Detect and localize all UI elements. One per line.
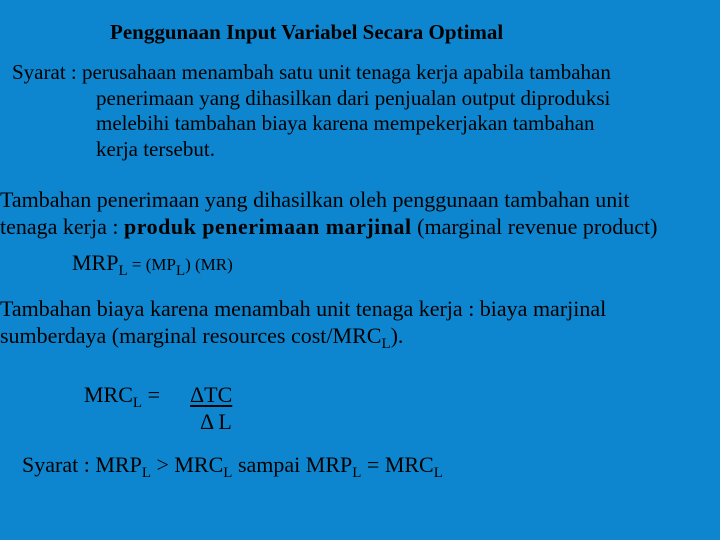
- final-mrp-2-subscript: L: [352, 464, 362, 481]
- final-mrc: MRC: [174, 452, 224, 477]
- mrc-subscript: L: [132, 394, 143, 411]
- final-mrc-subscript: L: [223, 464, 233, 481]
- mrc-definition-line: Tambahan biaya karena menambah unit tenaga kerja : biaya marjinal: [0, 296, 607, 321]
- mrp-definition-term: produk penerimaan marjinal: [124, 214, 412, 239]
- equals-sign: =: [142, 382, 160, 407]
- final-condition: [22, 452, 443, 481]
- mp-subscript: L: [175, 262, 186, 279]
- syarat-paragraph: [12, 60, 611, 162]
- mrc-definition-line: [0, 322, 606, 352]
- mrp-definition-line: Tambahan penerimaan yang dihasilkan oleh penggunaan tambahan unit: [0, 187, 630, 212]
- mrc-formula-lhs: [84, 382, 160, 411]
- mrp-definition-prefix: tenaga kerja :: [0, 214, 124, 239]
- mrc-definition-subscript: L: [381, 335, 391, 352]
- mrp-formula: [72, 250, 233, 279]
- syarat-line: melebihi tambahan biaya karena mempekerjakan tambahan: [96, 111, 595, 135]
- slide-title: Penggunaan Input Variabel Secara Optimal: [110, 20, 504, 44]
- fraction-denominator: Δ L: [200, 409, 232, 434]
- mrp-definition-suffix: (marginal revenue product): [411, 214, 658, 239]
- final-mrc-2: MRC: [384, 452, 434, 477]
- syarat-line: penerimaan yang dihasilkan dari penjualan output diproduksi: [96, 85, 611, 110]
- equals-sign: =: [127, 255, 146, 274]
- mrc-symbol: MRC: [84, 382, 133, 407]
- final-mrc-2-subscript: L: [433, 464, 443, 481]
- mrp-definition-line: [0, 213, 657, 240]
- final-mrp: MRP: [95, 452, 142, 477]
- mrc-definition-prefix: sumberdaya (marginal resources cost/MRC: [0, 323, 382, 348]
- final-middle-text: sampai: [232, 452, 306, 477]
- final-mrp-2: MRP: [305, 452, 353, 477]
- mp-term-open: (MP: [145, 255, 176, 274]
- final-equals-sign: =: [361, 452, 385, 477]
- mrp-subscript: L: [118, 262, 128, 279]
- final-mrp-subscript: L: [141, 464, 151, 481]
- mr-term: (MR): [190, 255, 233, 274]
- greater-than-sign: >: [150, 452, 175, 477]
- fraction-numerator: ΔTC: [190, 382, 233, 407]
- mrc-definition-paragraph: [0, 295, 607, 352]
- syarat-line: kerja tersebut.: [96, 136, 215, 161]
- final-label: Syarat :: [22, 452, 96, 477]
- syarat-line: Syarat : perusahaan menambah satu unit tenaga kerja apabila tambahan: [12, 60, 611, 84]
- mrp-definition-paragraph: [0, 186, 657, 240]
- mp-term-close: ): [185, 255, 191, 274]
- mrc-definition-suffix: ).: [390, 323, 404, 348]
- mrp-symbol: MRP: [72, 250, 119, 275]
